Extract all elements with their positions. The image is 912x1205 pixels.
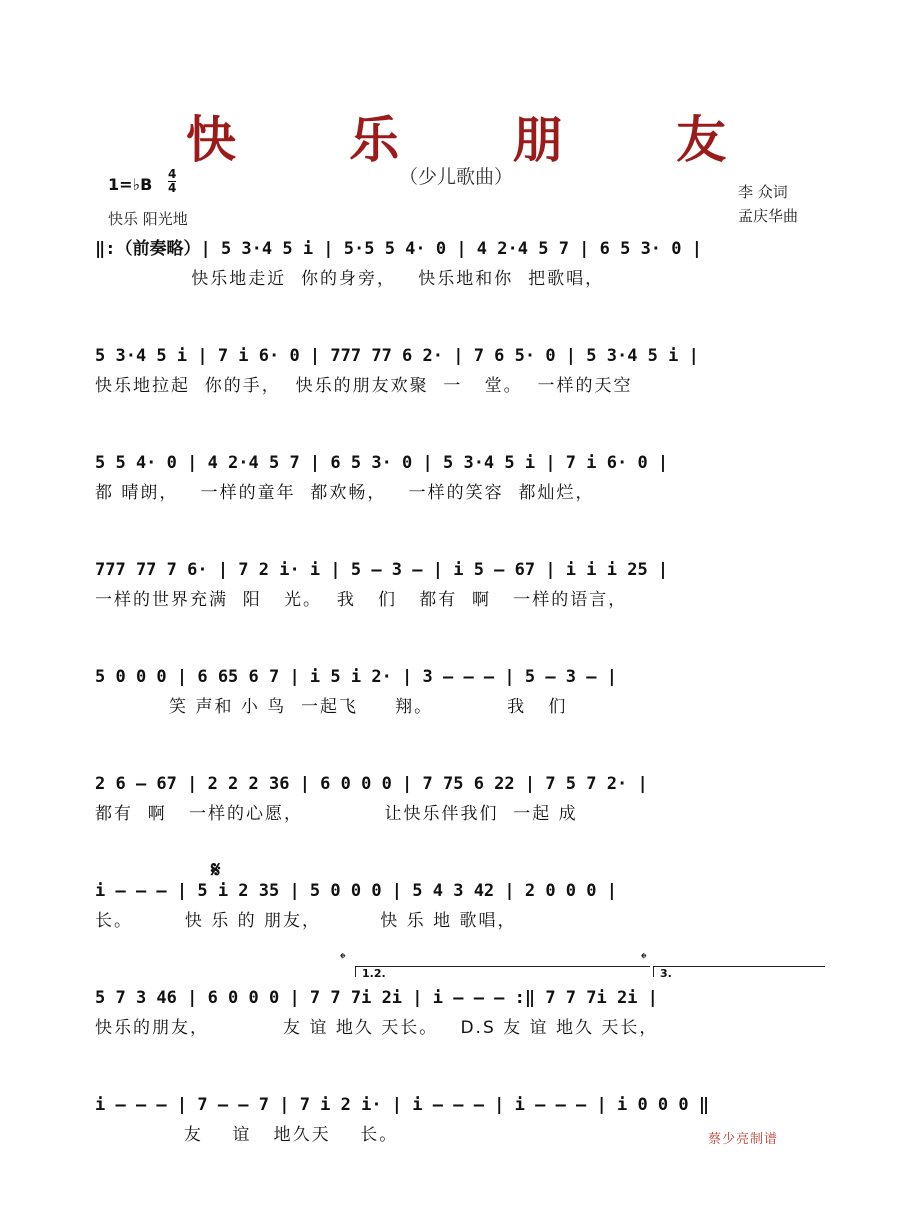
notation-line: 5 0 0 0 | 6 65 6 7 | i 5 i 2· | 3 — — — | 5 — 3 — | — [95, 667, 617, 687]
volta-bracket-1: 1.2. — [355, 966, 650, 977]
time-signature — [168, 168, 176, 195]
lyrics-line: 一样的世界充满 阳 光。 我 们 都有 啊 一样的语言， — [95, 590, 628, 610]
lyrics-line: 友 谊 地久天 长。 — [95, 1125, 399, 1145]
tempo-marking: 快乐 阳光地 — [108, 210, 188, 228]
lyrics-line: 长。 快 乐 的 朋友， 快 乐 地 歌唱， — [95, 911, 517, 931]
time-signature-bottom: 4 — [168, 181, 177, 195]
lyrics-line: 快乐地走近 你的身旁， 快乐地和你 把歌唱， — [95, 269, 605, 289]
volta-bracket-3: 3. — [653, 966, 825, 977]
lyrics-line: 都有 啊 一样的心愿， 让快乐伴我们 一起 成 — [95, 804, 578, 824]
notation-line: 5 7 3 46 | 6 0 0 0 | 7 7 7i 2i | i — — — :‖ 7 7 7i 2i | — [95, 988, 658, 1008]
time-signature-top: 4 — [168, 167, 177, 181]
notation-line: 777 77 7 6· | 7 2 i· i | 5 — 3 — | i 5 — 67 | i i i 25 | — [95, 560, 669, 580]
lyrics-line: 快乐的朋友， 友 谊 地久 天长。 D.S 友 谊 地久 天长， — [95, 1018, 659, 1038]
composer-credit: 孟庆华曲 — [738, 207, 799, 225]
song-title: 快 乐 朋 友 — [185, 111, 775, 169]
notation-line: ‖:（前奏略）| 5 3·4 5 i | 5·5 5 4· 0 | 4 2·4 5 7 | 6 5 3· 0 | — [95, 239, 702, 259]
song-subtitle: （少儿歌曲） — [398, 166, 513, 188]
notation-line: 2 6 — 67 | 2 2 2 36 | 6 0 0 0 | 7 75 6 22 | 7 5 7 2· | — [95, 774, 648, 794]
lyrics-line: 都 晴朗， 一样的童年 都欢畅， 一样的笑容 都灿烂， — [95, 483, 595, 503]
lyricist-credit: 李 众词 — [738, 183, 788, 201]
notation-line: 5 5 4· 0 | 4 2·4 5 7 | 6 5 3· 0 | 5 3·4 5 i | 7 i 6· 0 | — [95, 453, 669, 473]
coda-sign: 𝄌 — [340, 949, 346, 968]
notation-line: i — — — | 7 — — 7 | 7 i 2 i· | i — — — | i — — — | i 0 0 0 ‖ — [95, 1095, 710, 1115]
segno-sign: 𝄋 — [211, 858, 221, 883]
key-signature: 1=♭B — [108, 175, 153, 194]
lyrics-line: 快乐地拉起 你的手， 快乐的朋友欢聚 一 堂。 一样的天空 — [95, 376, 633, 396]
notation-line: 5 3·4 5 i | 7 i 6· 0 | 777 77 6 2· | 7 6 5· 0 | 5 3·4 5 i | — [95, 346, 699, 366]
lyrics-line: 笑 声和 小 鸟 一起飞 翔。 我 们 — [95, 697, 568, 717]
coda-sign: 𝄌 — [641, 949, 647, 968]
transcriber-credit: 蔡少亮制谱 — [708, 1132, 779, 1147]
notation-line: i — — — | 5 i 2 35 | 5 0 0 0 | 5 4 3 42 | 2 0 0 0 | — [95, 881, 617, 901]
